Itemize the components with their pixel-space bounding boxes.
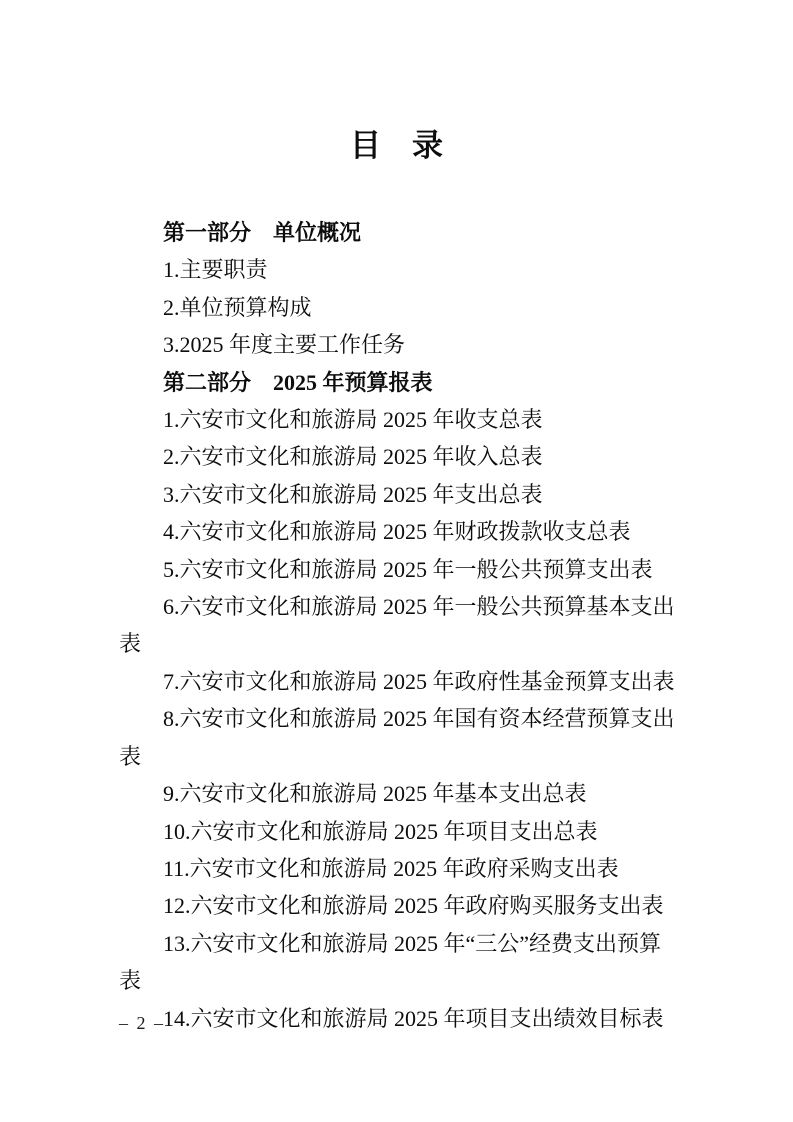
toc-item-part1-3: 3.2025 年度主要工作任务 <box>163 332 406 358</box>
toc-item-part2-2: 2.六安市文化和旅游局 2025 年收入总表 <box>163 444 543 470</box>
toc-item-part2-1: 1.六安市文化和旅游局 2025 年收支总表 <box>163 407 543 433</box>
toc-item-part2-6: 6.六安市文化和旅游局 2025 年一般公共预算基本支出表 <box>119 594 675 657</box>
toc-item-part2-9: 9.六安市文化和旅游局 2025 年基本支出总表 <box>163 781 587 807</box>
toc-item-part2-10: 10.六安市文化和旅游局 2025 年项目支出总表 <box>163 818 598 844</box>
page-title: 目 录 <box>350 128 443 163</box>
toc-item-part1-1: 1.主要职责 <box>163 257 268 283</box>
section-2-heading: 第二部分 2025 年预算报表 <box>163 369 433 395</box>
toc-content <box>119 214 683 1037</box>
toc-item-part2-13: 13.六安市文化和旅游局 2025 年“三公”经费支出预算表 <box>119 930 662 994</box>
toc-item-part2-7: 7.六安市文化和旅游局 2025 年政府性基金预算支出表 <box>163 668 675 694</box>
toc-item-part2-5: 5.六安市文化和旅游局 2025 年一般公共预算支出表 <box>163 556 653 582</box>
toc-item-part2-12: 12.六安市文化和旅游局 2025 年政府购买服务支出表 <box>163 893 664 919</box>
page-number: – 2 – <box>119 1013 165 1033</box>
toc-item-part2-8: 8.六安市文化和旅游局 2025 年国有资本经营预算支出表 <box>119 706 675 769</box>
toc-item-part2-11: 11.六安市文化和旅游局 2025 年政府采购支出表 <box>163 855 619 881</box>
toc-item-part1-2: 2.单位预算构成 <box>163 294 312 320</box>
section-1-heading: 第一部分 单位概况 <box>163 220 362 245</box>
toc-item-part2-14: 14.六安市文化和旅游局 2025 年项目支出绩效目标表 <box>163 1005 664 1031</box>
toc-item-part2-3: 3.六安市文化和旅游局 2025 年支出总表 <box>163 481 543 507</box>
toc-item-part2-4: 4.六安市文化和旅游局 2025 年财政拨款收支总表 <box>163 519 631 545</box>
